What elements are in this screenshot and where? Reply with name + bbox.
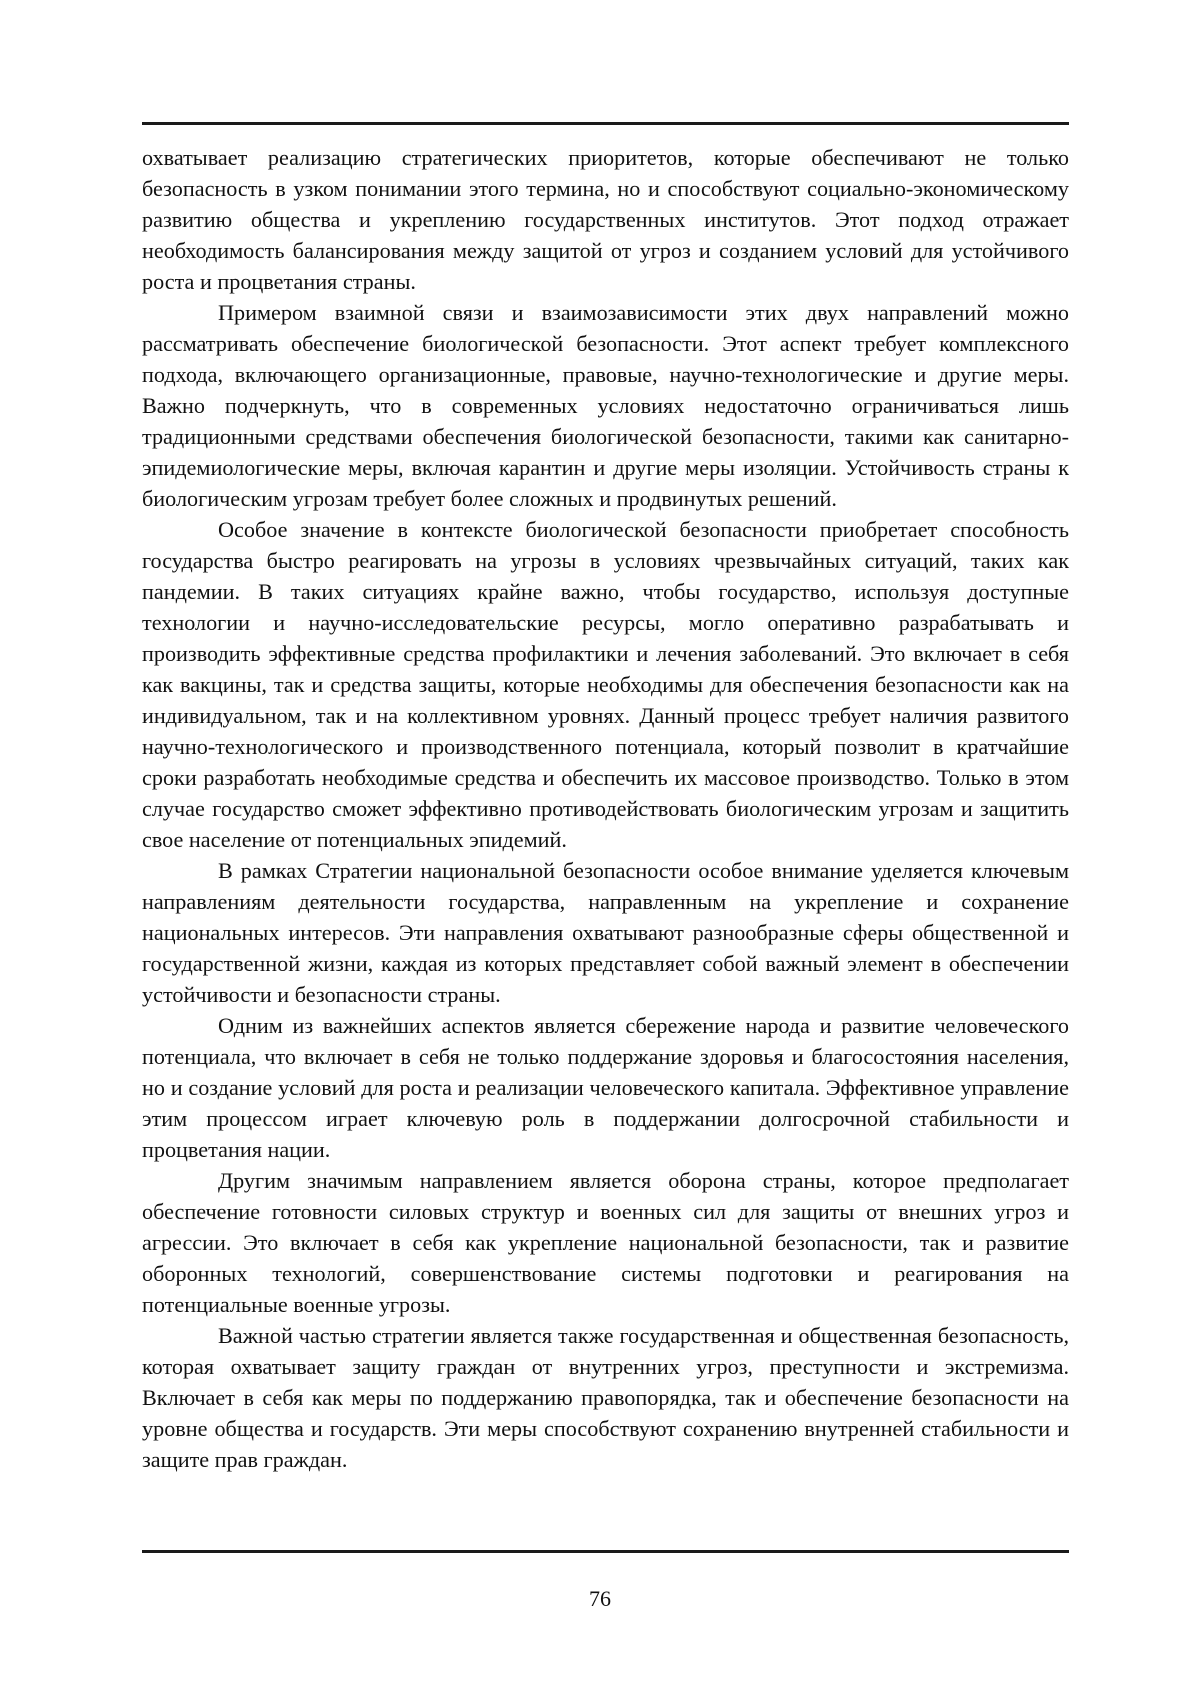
footer-rule: [142, 1550, 1069, 1553]
page-number: 76: [0, 1585, 1200, 1613]
paragraph-1: охватывает реализацию стратегических приоритетов, которые обеспечивают не только безопасность в узком понимании этого термина, но и способствуют социально-экономическому развитию общества и укреплению государственных институтов. Этот подход отражает необходимость балансирования между защитой от угроз и созданием условий для устойчивого роста и процветания страны.: [142, 142, 1069, 297]
body-text: [142, 142, 1069, 1475]
header-rule: [142, 122, 1069, 125]
paragraph-4: В рамках Стратегии национальной безопасности особое внимание уделяется ключевым направлениям деятельности государства, направленным на укрепление и со­хранение национальных интересов. Эти направления охватывают разнообразные сферы общественной и государственной жизни, каждая из которых представляет собой важ­ный элемент в обеспечении устойчивости и безопасности страны.: [142, 855, 1069, 1010]
paragraph-5: Одним из важнейших аспектов является сбережение народа и развитие челове­ческого потенциала, что включает в себя не только поддержание здоровья и благосос­тояния населения, но и создание условий для роста и реализации человеческого капи­тала. Эффективное управление этим процессом играет ключевую роль в поддержании долгосрочной стабильности и процветания нации.: [142, 1010, 1069, 1165]
document-page: [0, 0, 1200, 1697]
paragraph-3: Особое значение в контексте биологической безопасности приобретает способ­ность государства быстро реагировать на угрозы в условиях чрезвычайных ситуаций, таких как пандемии. В таких ситуациях крайне важно, чтобы государство, используя доступные технологии и научно-исследовательские ресурсы, могло оперативно разра­батывать и производить эффективные средства профилактики и лечения заболеваний. Это включает в себя как вакцины, так и средства защиты, которые необходимы для обеспечения безопасности как на индивидуальном, так и на коллективном уровнях. Данный процесс требует наличия развитого научно-технологического и производст­венного потенциала, который позволит в кратчайшие сроки разработать необходимые средства и обеспечить их массовое производство. Только в этом случае государство сможет эффективно противодействовать биологическим угрозам и защитить свое насе­ление от потенциальных эпидемий.: [142, 514, 1069, 855]
paragraph-2: Примером взаимной связи и взаимозависимости этих двух направлений можно рассматривать обеспечение биологической безопасности. Этот аспект требует ком­плексного подхода, включающего организационные, правовые, научно-технологические и другие меры. Важно подчеркнуть, что в современных условиях не­достаточно ограничиваться лишь традиционными средствами обеспечения биологиче­ской безопасности, такими как санитарно-эпидемиологические меры, включая каран­тин и другие меры изоляции. Устойчивость страны к биологическим угрозам требует более сложных и продвинутых решений.: [142, 297, 1069, 514]
paragraph-7: Важной частью стратегии является также государственная и общественная безо­пасность, которая охватывает защиту граждан от внутренних угроз, преступности и экстремизма. Включает в себя как меры по поддержанию правопорядка, так и обеспе­чение безопасности на уровне общества и государств. Эти меры способствуют сохра­нению внутренней стабильности и защите прав граждан.: [142, 1320, 1069, 1475]
paragraph-6: Другим значимым направлением является оборона страны, которое предполага­ет обеспечение готовности силовых структур и военных сил для защиты от внешних угроз и агрессии. Это включает в себя как укрепление национальной безопасности, так и развитие оборонных технологий, совершенствование системы подготовки и реагиро­вания на потенциальные военные угрозы.: [142, 1165, 1069, 1320]
